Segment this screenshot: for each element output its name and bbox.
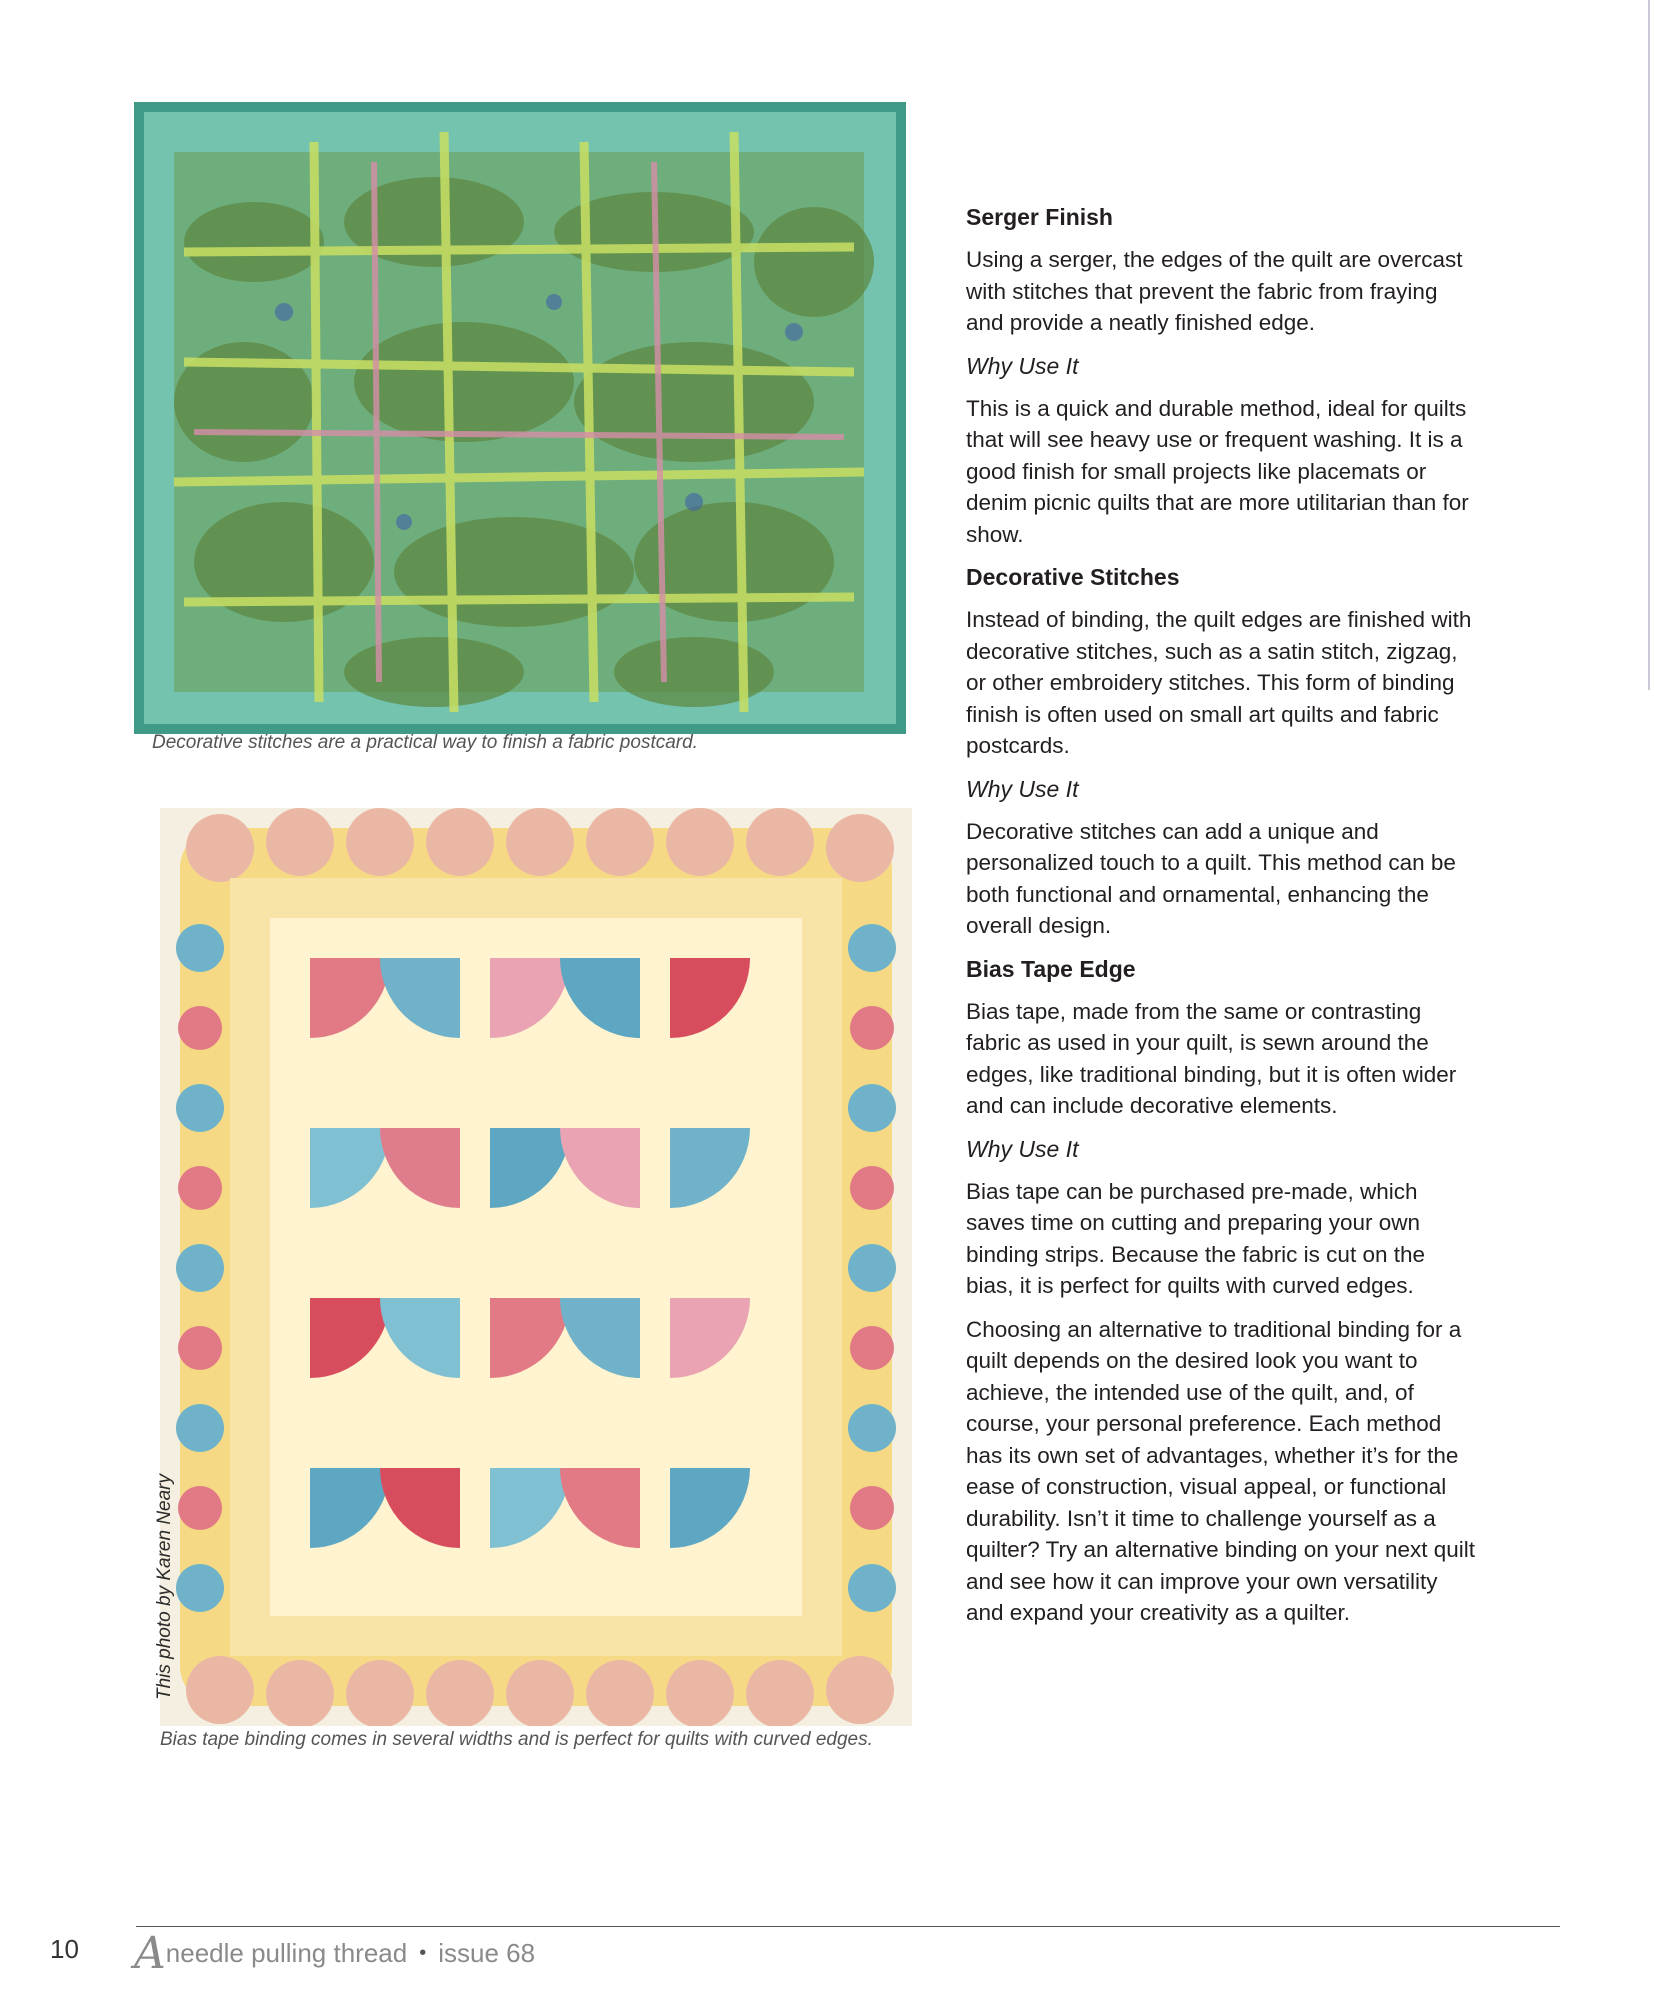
bias-why-heading: Why Use It bbox=[966, 1135, 1079, 1162]
magazine-logo-letter: A bbox=[134, 1928, 166, 1979]
magazine-name: needle pulling thread bbox=[165, 1938, 408, 1968]
decorative-why-body: Decorative stitches can add a unique and personalized touch to a quilt. This method can be both functional and ornamental, enhancing the overall design. bbox=[966, 818, 1456, 938]
decorative-body: Instead of binding, the quilt edges are finished with decorative stitches, such as a satin stitch, zigzag, or other embroidery stitches. This form of binding finish is often used on small art quilts and fabric postcards. bbox=[966, 607, 1472, 758]
footer-separator: • bbox=[419, 1942, 427, 1964]
magazine-brand bbox=[134, 1928, 535, 1979]
serger-why-heading: Why Use It bbox=[966, 352, 1079, 379]
footer-rule bbox=[136, 1926, 1560, 1927]
page-number: 10 bbox=[50, 1934, 79, 1964]
photo2-caption: Bias tape binding comes in several widths and is perfect for quilts with curved edges. bbox=[160, 1729, 873, 1750]
bias-why-body: Bias tape can be purchased pre-made, which saves time on cutting and preparing your own binding strips. Because the fabric is cut on the bias, it is perfect for quilts with curved edges. bbox=[966, 1178, 1426, 1298]
decorative-heading: Decorative Stitches bbox=[966, 564, 1180, 590]
bias-body: Bias tape, made from the same or contrasting fabric as used in your quilt, is sewn around the edges, like traditional binding, but it is often wider and can include decorative elements. bbox=[966, 998, 1457, 1118]
conclusion-paragraph: Choosing an alternative to traditional binding for a quilt depends on the desired look you want to achieve, the intended use of the quilt, and, of course, your personal preference. Each method has its own set of advantages, whether it’s for the ease of construction, visual appeal, or functional durability. Isn’t it time to challenge yourself as a quilter? Try an alternative binding on your next quilt and see how it can improve your own versatility and expand your creativity as a quilter. bbox=[966, 1316, 1476, 1625]
page-edge-line bbox=[1648, 0, 1650, 690]
decorative-why-heading: Why Use It bbox=[966, 775, 1079, 802]
article-column bbox=[966, 202, 1476, 1641]
issue-number: issue 68 bbox=[438, 1938, 536, 1968]
serger-why-body: This is a quick and durable method, ideal for quilts that will see heavy use or frequent washing. It is a good finish for small projects like placemats or denim picnic quilts that are more utilitarian than for show. bbox=[966, 395, 1469, 547]
postcard-photo bbox=[134, 102, 906, 734]
photo-credit: This photo by Karen Neary bbox=[154, 1473, 175, 1700]
quilt-photo bbox=[160, 808, 912, 1726]
bias-heading: Bias Tape Edge bbox=[966, 955, 1136, 982]
photo1-caption: Decorative stitches are a practical way to finish a fabric postcard. bbox=[152, 732, 698, 753]
serger-body: Using a serger, the edges of the quilt are overcast with stitches that prevent the fabric from fraying and provide a neatly finished edge. bbox=[966, 247, 1463, 335]
serger-heading: Serger Finish bbox=[966, 204, 1113, 230]
